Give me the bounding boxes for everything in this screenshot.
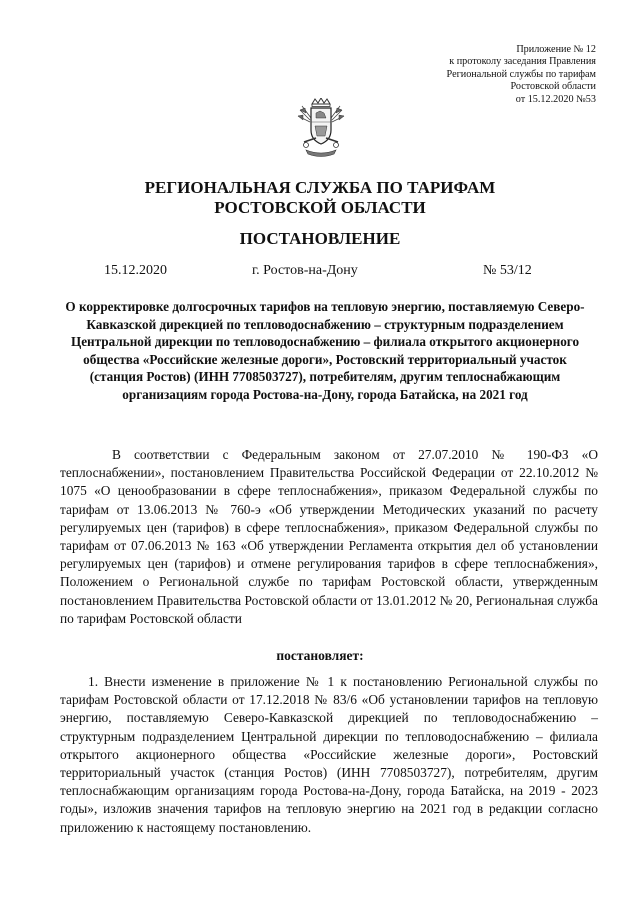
appendix-line: от 15.12.2020 №53 — [515, 93, 596, 105]
appendix-note — [447, 44, 596, 106]
clause-1-paragraph: 1. Внести изменение в приложение № 1 к постановлению Региональной службы по тарифам Ростовской области от 17.12.2018 № 83/6 «Об установлении тарифов на тепловую энергию, поставляемую Северо-Кавказской дирекцией по тепловодоснабжению – структурным подразделением Центральной дирекции по тепловодоснабжению – филиала открытого акционерного общества «Российские железные дороги», Ростовский территориальный участок (станция Ростов) (ИНН 7708503727), потребителям, другим теплоснабжающим организациям города Ростова-на-Дону, города Батайска, на 2019 - 2023 годы», изложив значения тарифов на тепловую энергию на 2021 год в редакции согласно приложению к настоящему постановлению. — [60, 674, 598, 835]
document-number: № 53/12 — [483, 263, 532, 278]
document-city: г. Ростов-на-Дону — [252, 263, 358, 278]
preamble-paragraph: В соответствии с Федеральным законом от 27.07.2010 № 190-ФЗ «О теплоснабжении», постановлением Правительства Российской Федерации от 22.10.2012 № 1075 «О ценообразовании в сфере теплоснабжения», приказом Федеральной службы по тарифам от 13.06.2013 № 760-э «Об утверждении Методических указаний по расчету регулируемых цен (тарифов) в сфере теплоснабжения», приказом Федеральной службы по тарифам от 07.06.2013 № 163 «Об утверждении Регламента открытия дел об установлении регулируемых цен (тарифов) и отмене регулирования тарифов в сфере теплоснабжения», Положением о Региональной службе по тарифам Ростовской области, утвержденным постановлением Правительства Ростовской области от 13.01.2012 № 20, Региональная служба по тарифам Ростовской области — [60, 447, 598, 626]
appendix-line: Ростовской области — [510, 81, 596, 93]
document-type-title: ПОСТАНОВЛЕНИЕ — [239, 229, 401, 248]
decree-word: постановляет: — [276, 648, 364, 663]
agency-title-line2: РОСТОВСКОЙ ОБЛАСТИ — [214, 198, 426, 217]
appendix-line: Региональной службы по тарифам — [446, 68, 596, 80]
agency-title — [0, 178, 640, 218]
appendix-line: к протоколу заседания Правления — [449, 56, 596, 68]
appendix-line: Приложение № 12 — [516, 44, 596, 55]
agency-title-line1: РЕГИОНАЛЬНАЯ СЛУЖБА ПО ТАРИФАМ — [144, 178, 496, 197]
coat-of-arms-icon — [296, 98, 346, 158]
document-date: 15.12.2020 — [104, 263, 167, 278]
document-subject: О корректировке долгосрочных тарифов на тепловую энергию, поставляемую Северо-Кавказской дирекцией по тепловодоснабжению – структурным подразделением Центральной дирекции по тепловодоснабжению – филиала открытого акционерного общества «Российские железные дороги», Ростовский территориальный участок (станция Ростов) (ИНН 7708503727), потребителям, другим теплоснабжающим организациям города Ростова-на-Дону, города Батайска, на 2021 год — [65, 299, 585, 402]
